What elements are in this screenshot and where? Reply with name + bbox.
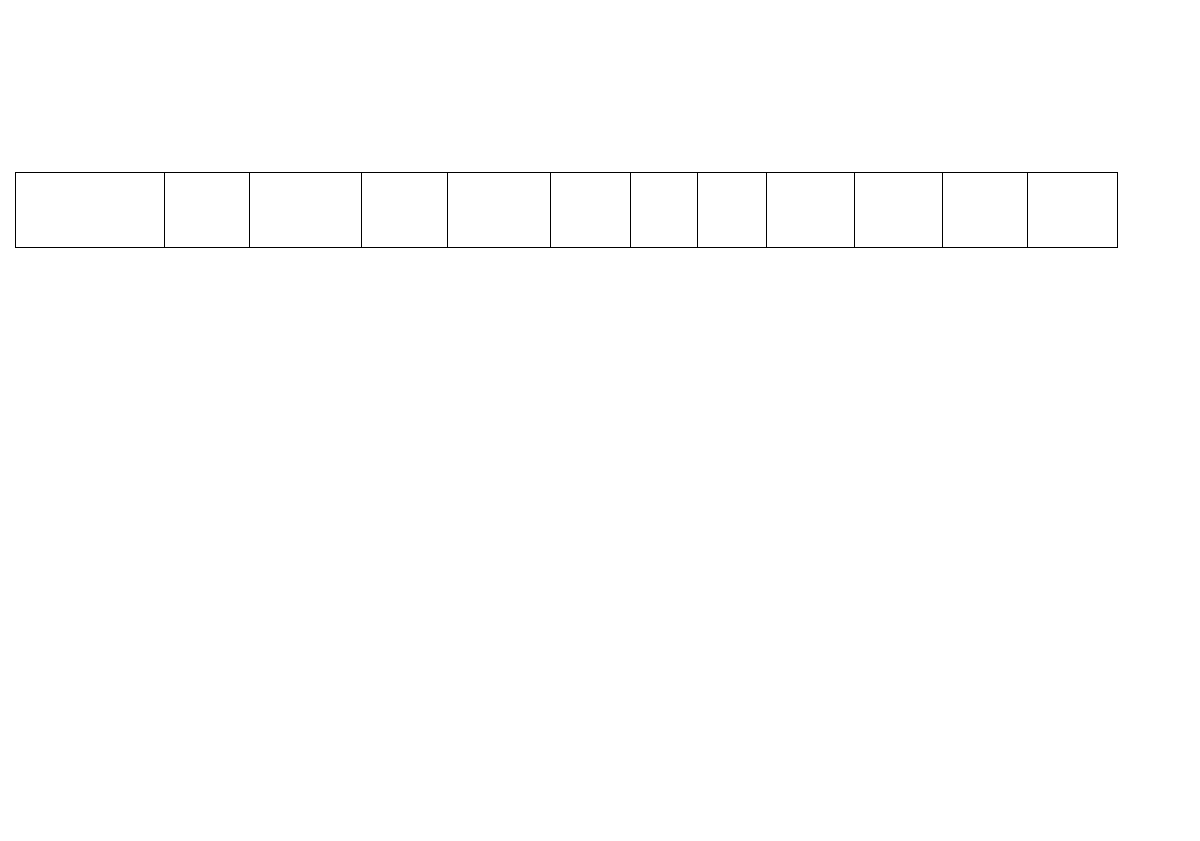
col-header-coliforms	[698, 173, 767, 248]
results-table	[15, 172, 1118, 248]
col-header-enterococci	[448, 173, 551, 248]
col-header-clostridium	[943, 173, 1028, 248]
col-header-cryptosporidium	[1028, 173, 1118, 248]
col-header-chlorine	[551, 173, 631, 248]
col-header-point	[362, 173, 448, 248]
col-header-date	[165, 173, 250, 248]
col-header-flora-22	[767, 173, 855, 248]
table-header-row	[16, 173, 1118, 248]
col-header-lab	[16, 173, 165, 248]
col-header-ecoli	[631, 173, 698, 248]
col-header-flora-37	[855, 173, 943, 248]
col-header-type	[250, 173, 362, 248]
